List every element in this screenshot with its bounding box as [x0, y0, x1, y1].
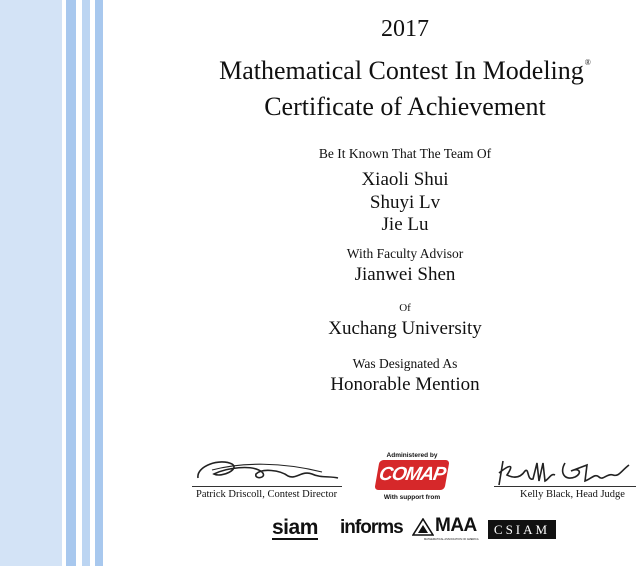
certificate-year: 2017 — [381, 16, 429, 42]
siam-logo: siam — [272, 516, 318, 539]
stripe — [95, 0, 103, 566]
university-name: Xuchang University — [328, 318, 482, 339]
certificate-subtitle: Certificate of Achievement — [264, 92, 546, 121]
left-signature — [192, 452, 342, 488]
stripe — [66, 0, 76, 566]
team-intro: Be It Known That The Team Of — [318, 146, 492, 161]
administered-by-label: Administered by — [386, 452, 438, 459]
comap-logo — [374, 460, 449, 490]
csiam-logo-text: CSIAM — [493, 522, 551, 537]
left-signature-line — [192, 486, 342, 487]
contest-name: Mathematical Contest In Modeling — [219, 56, 584, 85]
left-signer-caption: Patrick Driscoll, Contest Director — [196, 489, 338, 500]
csiam-logo — [488, 520, 556, 539]
decorative-stripes — [0, 0, 108, 566]
stripe — [0, 0, 62, 566]
right-signer-caption: Kelly Black, Head Judge — [520, 489, 625, 500]
designated-label: Was Designated As — [352, 356, 458, 371]
comap-logo-text: COMAP — [377, 464, 447, 485]
team-member: Shuyi Lv — [369, 192, 441, 213]
maa-subtitle: MATHEMATICAL ASSOCIATION OF AMERICA — [424, 538, 479, 541]
award-name: Honorable Mention — [330, 374, 480, 395]
right-signature-line — [494, 486, 636, 487]
of-label: Of — [399, 302, 411, 314]
registered-mark: ® — [584, 58, 591, 67]
support-from-label: With support from — [383, 494, 441, 501]
team-member: Jie Lu — [381, 214, 429, 235]
certificate-title — [170, 56, 640, 86]
faculty-advisor: Jianwei Shen — [354, 264, 456, 285]
maa-emblem-icon — [412, 518, 434, 536]
advisor-intro: With Faculty Advisor — [346, 246, 464, 261]
stripe — [82, 0, 90, 566]
right-signature — [495, 457, 635, 489]
team-member: Xiaoli Shui — [361, 169, 449, 190]
maa-logo: MAA — [435, 515, 477, 536]
informs-logo: informs — [340, 517, 403, 538]
